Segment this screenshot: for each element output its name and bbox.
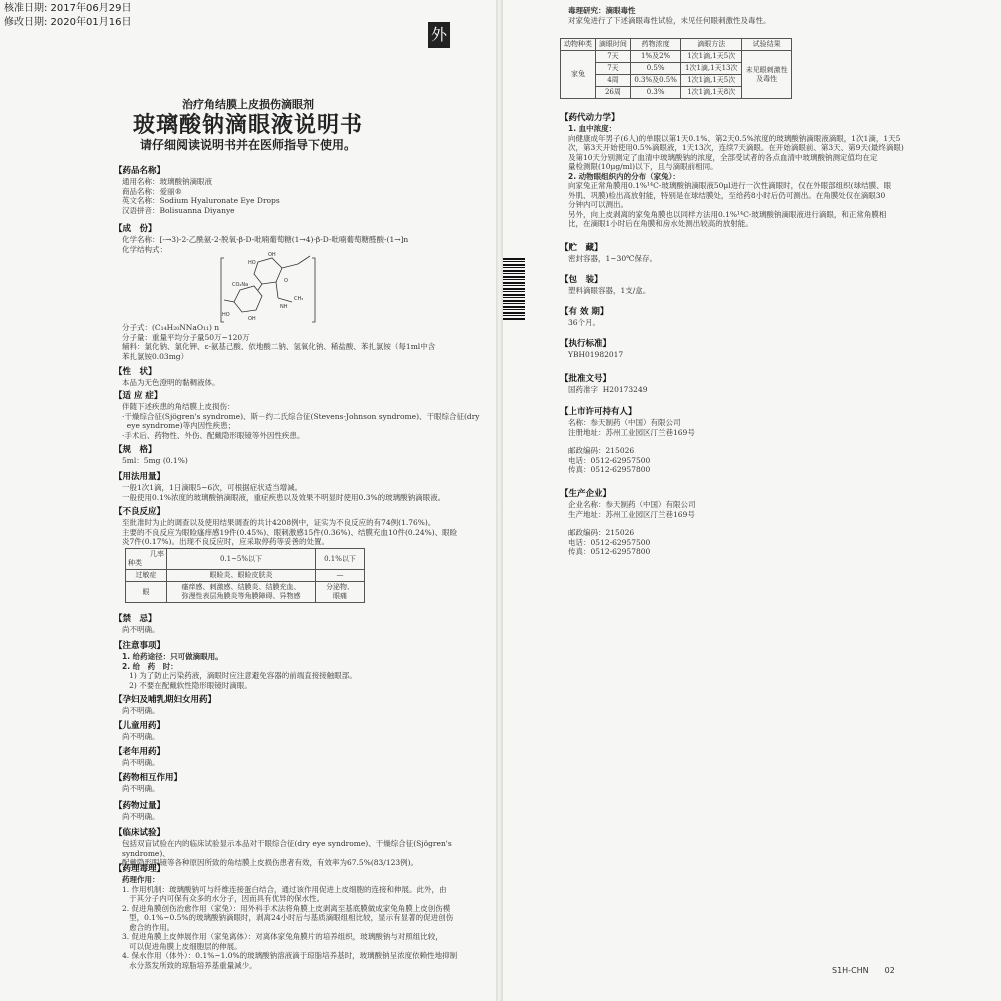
section-line: 毒理研究：滴眼毒性	[568, 6, 636, 15]
section-toxicology-study	[560, 6, 980, 25]
section-line: 注册地址：苏州工业园区汀兰巷169号	[568, 427, 695, 437]
table-cell	[742, 51, 792, 99]
section-line: 塑料滴眼容器，1支/盒。	[568, 286, 651, 295]
section-pharmacology	[114, 863, 492, 970]
section-line: 分子式：(C₁₄H₂₀NNaO₁₁) n	[122, 323, 220, 332]
section-appearance	[114, 366, 489, 388]
table-cell: 1次1滴,1天8次	[681, 87, 742, 99]
section-heading: 【药物相互作用】	[114, 773, 183, 783]
section-approval-number	[560, 373, 980, 395]
section-line: 配戴隐形眼镜等各种原因所致的角结膜上皮损伤患者有效，有效率为67.5%(83/123例)。	[122, 858, 419, 867]
section-heading: 【性 状】	[114, 367, 157, 377]
section-line: 辅料：氯化钠、氯化钾、ε-氨基己酸、依地酸二钠、氢氧化钠、稀盐酸、苯扎氯铵（每1ml中含	[122, 342, 436, 351]
section-line: 伴随下述疾患的角结膜上皮损伤：	[122, 402, 235, 411]
adverse-reaction-table	[125, 548, 365, 603]
section-line: 国药准字 H20173249	[568, 385, 648, 394]
table-cell: 0.3%	[630, 87, 680, 99]
section-heading: 【药理毒理】	[114, 864, 166, 874]
section-line: 另外，向上皮剥离的家兔角膜也以同样方法用0.1%¹⁴C-玻璃酸钠滴眼液进行滴眼，和正常角膜相	[568, 209, 887, 219]
svg-text:O: O	[284, 278, 288, 284]
svg-text:OH: OH	[268, 252, 276, 258]
section-dosage	[114, 471, 492, 502]
section-line: 商品名称：爱丽®	[122, 186, 182, 196]
section-line: 分钟内可以测出。	[568, 200, 628, 209]
section-line: 通用名称：玻璃酸钠滴眼液	[122, 177, 212, 186]
section-line: 3. 促进角膜上皮伸展作用（家兔离体）：对离体家兔角膜片的培养组织，玻璃酸钠与对照组比较，	[122, 932, 443, 941]
cell-line: 及毒性	[756, 74, 778, 83]
table-cell: 1次1滴,1天5次	[681, 51, 742, 63]
section-line: 包括双盲试验在内的临床试验显示本品对干眼综合征(dry eye syndrome)、干燥综合征(Sjögren's syndrome)、	[122, 839, 455, 858]
barcode-icon	[503, 258, 525, 320]
section-line: 2. 促进角膜创伤治愈作用（家兔）：用外科手术法将角膜上皮剥离至基底膜做成家兔角膜上皮创伤模	[122, 903, 451, 913]
section-line: 1. 给药途径：只可做滴眼用。	[122, 652, 223, 661]
cell-line: 瘙痒感、刺激感、结膜炎、结膜充血、	[181, 583, 301, 591]
corner-bottom-label: 种类	[128, 559, 142, 567]
section-contraindications	[114, 613, 489, 635]
toxicity-test-table	[560, 38, 792, 99]
section-indications	[114, 390, 492, 440]
section-line: 至批准时为止的调查以及使用结果调查的共计4208例中，证实为不良反应的有74例(1.76%)。	[122, 518, 436, 527]
section-pharmacokinetics	[560, 112, 990, 229]
section-manufacturer	[560, 488, 980, 557]
section-heading: 【不良反应】	[114, 507, 166, 517]
table-cell: 1次1滴,1天13次	[681, 63, 742, 75]
section-drug-name	[114, 165, 489, 215]
section-line: 汉语拼音：Bolisuanna Diyanye	[122, 205, 235, 215]
page-fold	[496, 0, 503, 1001]
section-heading: 【药物过量】	[114, 801, 166, 811]
table-header: 试验结果	[742, 39, 792, 51]
section-line: 炎7件(0.17%)。出现不良反应时，应采取停药等妥善的处置。	[122, 537, 329, 546]
table-cell: 家兔	[561, 51, 596, 99]
table-cell	[316, 582, 365, 603]
section-heading: 【贮 藏】	[560, 243, 603, 253]
table-row	[561, 51, 792, 63]
section-line: 主要的不良反应为眼睑瘙痒感19件(0.45%)、眼刺激感15件(0.36%)、结膜充血10件(0.24%)、眼睑	[122, 527, 458, 537]
indication-subtitle: 治疗角结膜上皮损伤滴眼剂	[182, 98, 314, 111]
section-line: 一般使用0.1%浓度的玻璃酸钠滴眼液，重症疾患以及效果不明显时使用0.3%的玻璃酸钠滴眼液。	[122, 492, 446, 502]
svg-text:NH: NH	[280, 304, 288, 310]
section-heading: 【批准文号】	[560, 374, 612, 384]
section-line: 生产地址：苏州工业园区汀兰巷169号	[568, 509, 695, 519]
section-line: eye syndrome)等内因性疾患；	[122, 421, 236, 430]
section-line: 电话：0512-62957500	[568, 455, 651, 465]
table-cell: 眼睑炎、眼睑皮肤炎	[167, 570, 316, 582]
cell-line: 眼痛	[333, 592, 347, 600]
section-line: 外肌、巩膜)检出高放射能，特别是在球结膜处，至给药8小时后仍可测出。在角膜处仅在滴眼30	[568, 190, 886, 200]
page-number: S1H-CHN 02	[832, 966, 895, 975]
section-heading: 【成 份】	[114, 224, 157, 234]
section-line: 一般1次1滴，1日滴眼5~6次，可根据症状适当增减。	[122, 483, 303, 492]
section-line: 2) 不要在配戴软性隐形眼镜时滴眼。	[122, 680, 252, 690]
section-line: 对家兔进行了下述滴眼毒性试验，未见任何眼刺激性及毒性。	[568, 15, 771, 25]
svg-text:OH: OH	[248, 316, 256, 322]
section-line: 向健康成年男子(6人)的单眼以第1天0.1%、第2天0.5%浓度的玻璃酸钠滴眼液滴眼，1次1滴，1天5	[568, 133, 901, 143]
section-heading: 【儿童用药】	[114, 721, 166, 731]
section-line: ·手术后、药物性、外伤、配戴隐形眼镜等外因性疾患。	[122, 430, 305, 440]
section-line: 邮政编码：215026	[568, 446, 635, 455]
svg-text:HO: HO	[248, 260, 256, 266]
table-header: 0.1%以下	[316, 549, 365, 570]
section-line: 尚不明确。	[122, 732, 160, 741]
section-line: ·干燥综合征(Sjögren's syndrome)、斯－约二氏综合征(Stevens-Johnson syndrome)、干眼综合征(dry	[122, 411, 480, 421]
section-pediatric	[114, 720, 489, 742]
section-specification	[114, 444, 489, 466]
cell-line: 未见眼刺激性	[745, 65, 788, 74]
section-interactions	[114, 772, 489, 794]
section-composition-details	[114, 323, 492, 361]
table-cell: 4周	[595, 75, 630, 87]
svg-text:CO₂Na: CO₂Na	[232, 282, 249, 288]
table-header: 动物种类	[561, 39, 596, 51]
section-line: 化学名称：[-→3)-2-乙酰氨-2-脱氧-β-D-吡喃葡萄糖(1→4)-β-D-吡喃葡萄糖醛酸-(1→]n	[122, 235, 409, 244]
table-row	[126, 582, 365, 603]
section-line: 英文名称：Sodium Hyaluronate Eye Drops	[122, 196, 280, 205]
section-line: 愈合的作用。	[122, 922, 175, 932]
section-line: 4. 保水作用（体外）：0.1%~1.0%的玻璃酸钠溶液滴于琼脂培养基时，玻璃酸钠呈浓度依赖性地抑制	[122, 951, 458, 960]
section-heading: 【注意事项】	[114, 641, 166, 651]
section-line: 企业名称：参天制药（中国）有限公司	[568, 500, 696, 509]
table-header: 0.1~5%以下	[167, 549, 316, 570]
corner-top-label: 几率	[150, 550, 164, 558]
table-corner	[126, 549, 167, 570]
section-line: 尚不明确。	[122, 706, 160, 715]
section-heading: 【药代动力学】	[560, 113, 620, 123]
section-heading: 【临床试验】	[114, 828, 166, 838]
section-heading: 【规 格】	[114, 445, 157, 455]
section-heading: 【有 效 期】	[560, 307, 609, 317]
section-line: 及第10天分别测定了血清中玻璃酸钠的浓度，全部受试者的各点血清中玻璃酸钠测定值均在定	[568, 152, 878, 162]
section-line: 1. 作用机制：玻璃酸钠可与纤维连接蛋白结合，通过该作用促进上皮细胞的连接和伸展。此外，由	[122, 884, 447, 894]
cell-line: 弥漫性表层角膜炎等角膜障碍、异物感	[181, 592, 301, 600]
table-cell: 1次1滴,1天5次	[681, 75, 742, 87]
section-line: 36个月。	[568, 318, 601, 327]
section-shelf-life	[560, 306, 980, 328]
section-geriatric	[114, 746, 489, 768]
section-line: 次，第3天开始使用0.5%滴眼液，1天13次，连续7天滴眼。在开始滴眼前、第3天、第9天(最终滴眼)	[568, 143, 904, 152]
svg-text:HO: HO	[222, 312, 230, 318]
section-line: 密封容器，1~30℃保存。	[568, 254, 657, 263]
table-cell: 0.3%及0.5%	[630, 75, 680, 87]
reading-warning: 请仔细阅读说明书并在医师指导下使用。	[139, 138, 356, 152]
table-header: 滴眼方法	[681, 39, 742, 51]
section-overdose	[114, 800, 489, 822]
table-cell: 26周	[595, 87, 630, 99]
approval-date: 核准日期: 2017年06月29日	[4, 3, 132, 14]
section-heading: 【用法用量】	[114, 472, 166, 482]
external-use-badge: 外	[428, 22, 450, 48]
section-line: 1) 为了防止污染药液，滴眼时应注意避免容器的前端直接接触眼部。	[122, 671, 357, 680]
approval-dates	[4, 2, 131, 30]
table-cell: —	[316, 570, 365, 582]
section-line: YBH01982017	[568, 350, 624, 359]
section-line: 量检测限(10μg/ml)以下，且与滴眼前相同。	[568, 162, 718, 171]
section-adverse-reactions	[114, 506, 492, 547]
section-heading: 【包 装】	[560, 275, 603, 285]
cell-line: 分泌物、	[326, 583, 354, 591]
svg-text:CH₃: CH₃	[294, 296, 304, 302]
table-cell: 7天	[595, 63, 630, 75]
section-line: 药理作用：	[122, 875, 160, 884]
section-line: 于其分子内可保有众多的水分子，因而具有优异的保水性。	[122, 894, 325, 903]
section-heading: 【执行标准】	[560, 339, 612, 349]
section-line: 尚不明确。	[122, 625, 160, 634]
document-title: 玻璃酸钠滴眼液说明书	[132, 113, 363, 138]
section-line: 可以促进角膜上皮细胞层的伸展。	[122, 941, 242, 951]
revision-date: 修改日期: 2020年01月16日	[4, 17, 132, 28]
section-line: 型，0.1%~0.5%的玻璃酸钠滴眼时，剥离24小时后与基质滴眼组相比较，显示有显著的促进创伤	[122, 913, 454, 922]
section-heading: 【孕妇及哺乳期妇女用药】	[114, 695, 217, 705]
section-pregnancy	[114, 694, 489, 716]
table-header: 滴眼时间	[595, 39, 630, 51]
section-line: 化学结构式：	[122, 244, 167, 254]
section-line: 电话：0512-62957500	[568, 537, 651, 547]
section-line: 分子量：重量平均分子量50万~120万	[122, 332, 250, 342]
section-line: 水分蒸发所致的琼脂培养基重量减少。	[122, 960, 257, 970]
chemical-structure-icon	[218, 250, 318, 330]
section-heading: 【生产企业】	[560, 489, 612, 499]
table-cell: 0.5%	[630, 63, 680, 75]
section-precautions	[114, 640, 489, 690]
table-row	[126, 570, 365, 582]
section-line: 比，在滴眼1小时后在角膜和房水处测出较高的放射能。	[568, 219, 753, 228]
section-heading: 【药品名称】	[114, 166, 166, 176]
section-line: 本品为无色澄明的黏稠液体。	[122, 378, 220, 387]
section-heading: 【老年用药】	[114, 747, 166, 757]
section-line: 1. 血中浓度：	[568, 124, 617, 133]
table-cell: 7天	[595, 51, 630, 63]
table-cell	[167, 582, 316, 603]
section-line: 传真：0512-62957800	[568, 547, 651, 556]
section-packaging	[560, 274, 980, 296]
section-line: 尚不明确。	[122, 784, 160, 793]
section-line: 向家兔正常角膜用0.1%¹⁴C-玻璃酸钠滴眼液50μl进行一次性滴眼时，仅在外眼部组织(球结膜、眼	[568, 181, 892, 190]
section-heading: 【适 应 症】	[114, 391, 163, 401]
section-license-holder	[560, 406, 980, 475]
section-clinical-trials	[114, 827, 492, 868]
section-line: 尚不明确。	[122, 812, 160, 821]
section-line: 2. 给 药 时：	[122, 661, 178, 671]
table-header: 药物浓度	[630, 39, 680, 51]
section-storage	[560, 242, 980, 264]
section-line: 尚不明确。	[122, 758, 160, 767]
table-cell: 1%及2%	[630, 51, 680, 63]
section-line: 名称：参天制药（中国）有限公司	[568, 418, 681, 427]
table-cell: 过敏症	[126, 570, 167, 582]
section-line: 苯扎氯铵0.03mg）	[122, 351, 189, 361]
section-line: 传真：0512-62957800	[568, 465, 651, 474]
section-line: 5ml：5mg (0.1%)	[122, 456, 188, 465]
table-cell: 眼	[126, 582, 167, 603]
section-standard	[560, 338, 980, 360]
section-line: 邮政编码：215026	[568, 528, 635, 537]
section-line: 2. 动物眼组织内的分布（家兔）：	[568, 171, 680, 181]
section-heading: 【上市许可持有人】	[560, 407, 637, 417]
section-heading: 【禁 忌】	[114, 614, 157, 624]
